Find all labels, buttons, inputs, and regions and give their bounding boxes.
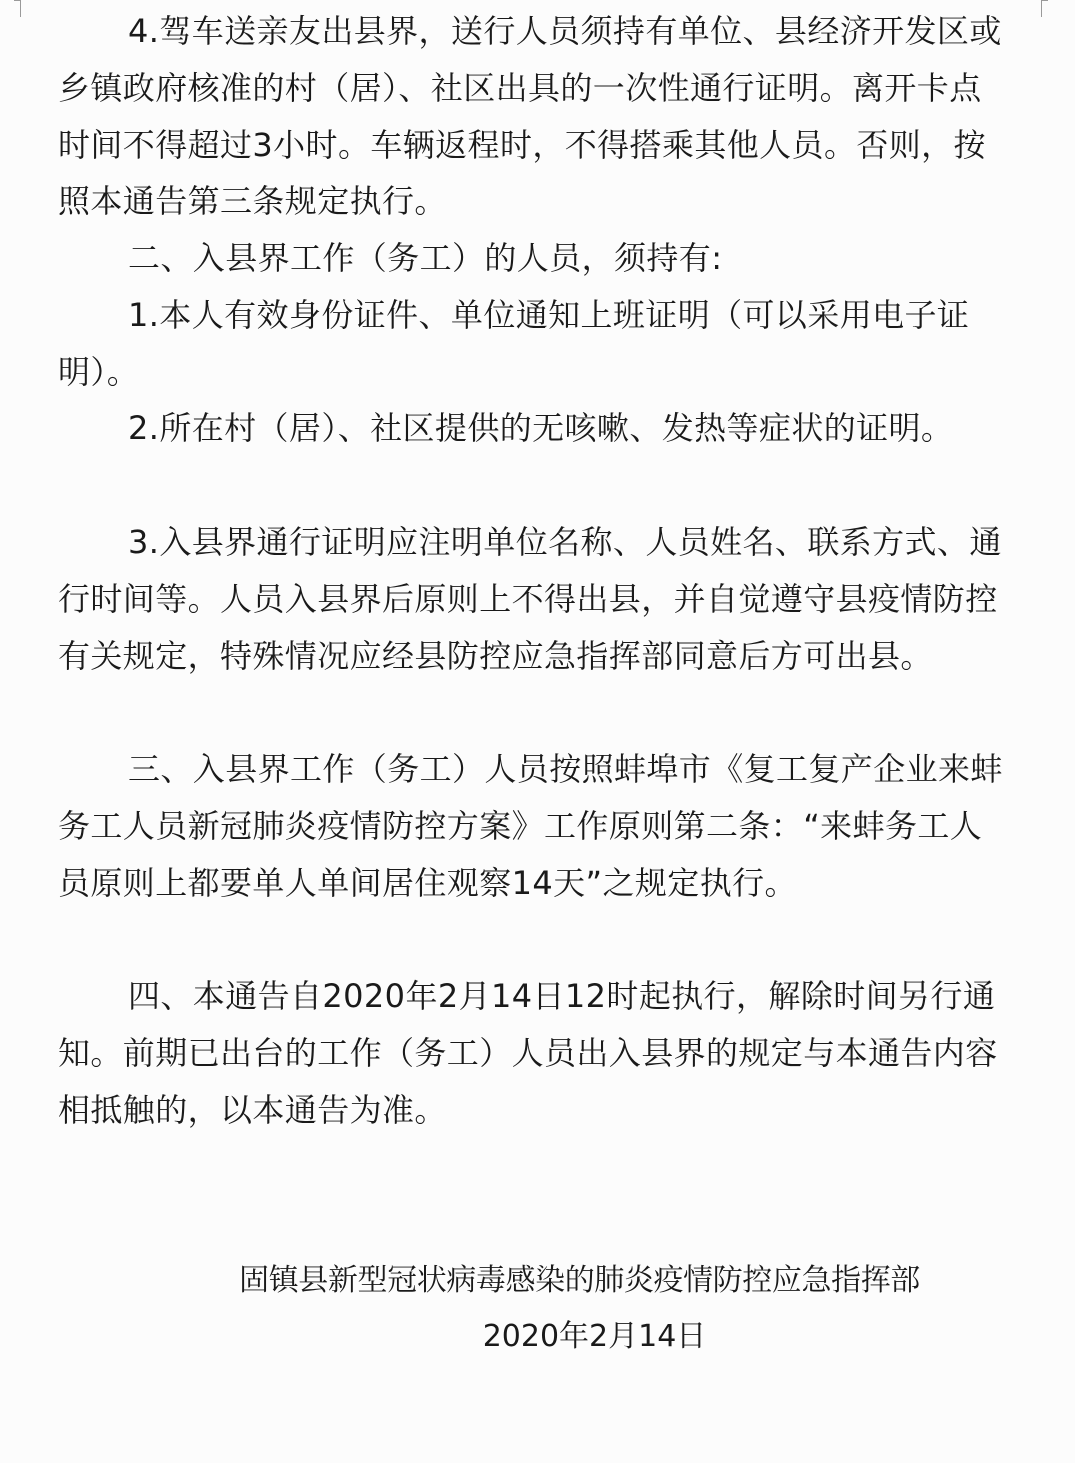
paragraph-item-3-pass-proof: 3.入县界通行证明应注明单位名称、人员姓名、联系方式、通行时间等。人员入县界后原则上不得出县，并自觉遵守县疫情防控有关规定，特殊情况应经县防控应急指挥部同意后方可出县。: [58, 523, 1002, 675]
section-2-heading: 二、入县界工作（务工）的人员，须持有:: [128, 239, 723, 277]
signature-date: 2020年2月14日: [482, 1319, 707, 1354]
signature-organization: 固镇县新型冠状病毒感染的肺炎疫情防控应急指挥部: [239, 1263, 920, 1298]
page-corner-mark-right: [1041, 0, 1048, 17]
section-4-effective-date: 四、本通告自2020年2月14日12时起执行，解除时间另行通知。前期已出台的工作（务工）人员出入县界的规定与本通告内容相抵触的，以本通告为准。: [58, 977, 998, 1129]
paragraph-item-1-id-proof: 1.本人有效身份证件、单位通知上班证明（可以采用电子证明）。: [58, 296, 970, 391]
paragraph-item-4-driving: 4.驾车送亲友出县界，送行人员须持有单位、县经济开发区或乡镇政府核准的村（居）、社区出具的一次性通行证明。离开卡点时间不得超过3小时。车辆返程时，不得搭乘其他人员。否则，按照本通告第三条规定执行。: [58, 12, 1002, 221]
paragraph-item-2-symptom-proof: 2.所在村（居）、社区提供的无咳嗽、发热等症状的证明。: [128, 409, 954, 447]
section-3-quarantine: 三、入县界工作（务工）人员按照蚌埠市《复工复产企业来蚌务工人员新冠肺炎疫情防控方案》工作原则第二条：“来蚌务工人员原则上都要单人单间居住观察14天”之规定执行。: [58, 750, 1003, 902]
page-corner-mark-left: [14, 0, 21, 17]
